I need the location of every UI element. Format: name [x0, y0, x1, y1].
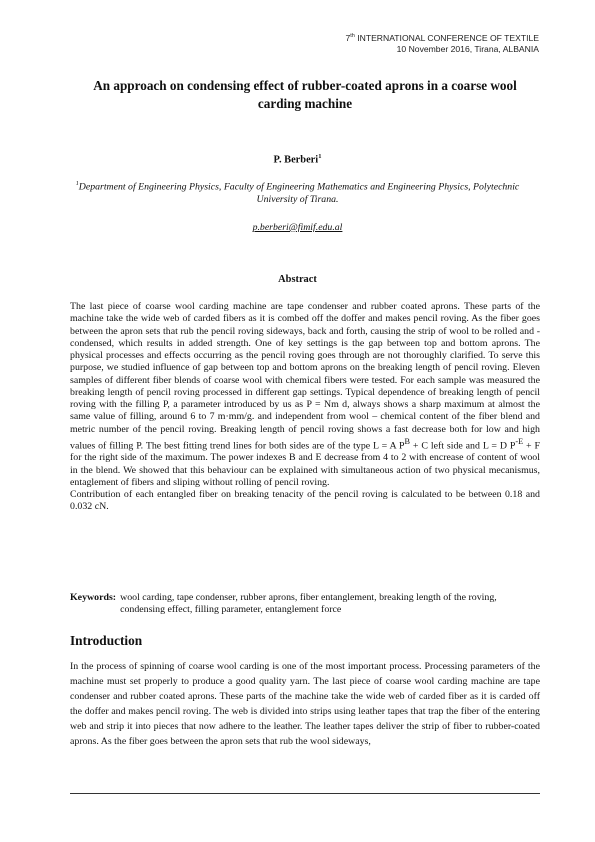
exponent-b: B [404, 436, 410, 446]
author-name: P. Berberi [273, 154, 319, 166]
abstract-paragraph-2: Contribution of each entangled fiber on breaking tenacity of the pencil roving is calculated to be between 0.18 and 0.032 cN. [70, 489, 540, 513]
author-affiliation [75, 178, 520, 206]
conference-name: INTERNATIONAL CONFERENCE OF TEXTILE [354, 32, 539, 43]
conference-header [345, 31, 539, 55]
author-email-link[interactable]: p.berberi@fimif.edu.al [252, 222, 343, 233]
keywords-label: Keywords: [70, 592, 117, 603]
exponent-e: -E [515, 436, 524, 446]
conference-number: 7 [345, 32, 351, 43]
abstract-paragraph-1 [70, 301, 540, 489]
keywords-block [70, 592, 540, 617]
introduction-paragraph: In the process of spinning of coarse wool carding is one of the most important process. Processing parameters of the machine must set properly to produce a good quality yarn. The last piece of coarse wool carding machine are tape condenser and rubber coated aprons. These parts of the machine take the wide web of carded fiber as it is carded off the doffer and makes pencil roving. The web is divided into strips using leather tapes that trap the fiber of the entering web and strip it into pieces that now adhere to the leather. The leather tapes deliver the strip of fiber to rubber-coated aprons. As the fiber goes between the apron sets that rub the wool sideways, [70, 661, 540, 748]
abstract-text-part-b: + C left side and L = D P [410, 440, 516, 452]
conference-number-suffix: th [350, 33, 355, 39]
abstract-text-part-c: + F for the right side of the maximum. The power indexes B and E decrease from 4 to 2 with encrease of content of wool in the blend. We showed that this behaviour can be explained with simultaneous action of two physical mecanismus, entaglement of fibers and sliping without rolling of pencil roving. [70, 440, 540, 488]
affiliation-marker: 1 [75, 180, 79, 187]
footer-rule [70, 793, 540, 794]
conference-date-place: 10 November 2016, Tirana, ALBANIA [396, 43, 539, 54]
abstract-body [70, 301, 540, 514]
abstract-heading: Abstract [278, 274, 317, 285]
author-affiliation-marker: 1 [318, 153, 322, 160]
paper-title: An approach on condensing effect of rubber-coated aprons in a coarse wool carding machine [93, 78, 517, 111]
abstract-text-part-a: The last piece of coarse wool carding machine are tape condenser and rubber coated aprons. These parts of the machine take the wide web of carded fibers as it is combed off the doffer and makes pencil roving. As the fiber goes between the apron sets that rub the pencil roving sideways, back and forth, causing the strip of wool to be rolled and - condensed, which results in added strength. One of key settings is the gap between top and bottom aprons. The physical processes and effects occurring as the pencil roving goes through are not thoroughly clarified. To serve this purpose, we studied influence of gap between top and bottom aprons on the breaking length of pencil roving. Eleven samples of different fiber blends of coarse wool with chemical fibers were tested. For each sample was measured the breaking length of pencil roving processed in different gap settings. Typical dependence of breaking length of pencil roving with the filling P, a parameter introduced by us as P = Nm d, always shows a sharp maximum at almost the same value of filling, around 6 to 7 m·mm/g. and independent from wool – chemical content of the fiber blend and metric number of the pencil roving. Breaking length of pencil roving shows a fast decrease both for low and high values of filling P. The best fitting trend lines for both sides are of the type L = A P [70, 301, 540, 452]
conference-name-line [345, 31, 539, 44]
keywords-text: wool carding, tape condenser, rubber aprons, fiber entanglement, breaking length of the roving, condensing effect, filling parameter, entanglement force [120, 592, 497, 616]
affiliation-text: Department of Engineering Physics, Faculty of Engineering Mathematics and Engineering Physics, Polytechnic University of Tirana. [78, 181, 520, 205]
author-line [0, 153, 595, 165]
introduction-heading: Introduction [70, 633, 143, 648]
